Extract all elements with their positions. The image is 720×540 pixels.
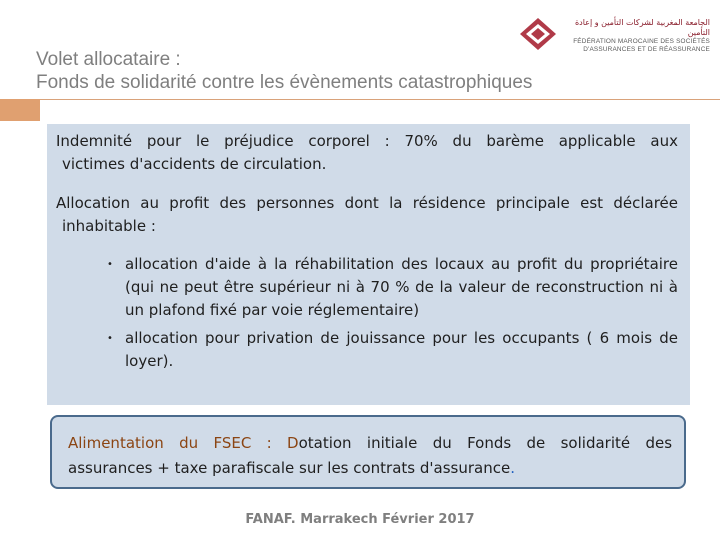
fanaf-diamond-logo-icon [518, 16, 558, 52]
bullet-item [107, 253, 678, 322]
bullet-icon: • [107, 259, 113, 270]
logo-french-line-1: FÉDÉRATION MAROCAINE DES SOCIÉTÉS [573, 38, 710, 45]
slide-footer: FANAF. Marrakech Février 2017 [245, 512, 475, 527]
title-divider [0, 99, 720, 100]
paragraph-allocation-line-2: inhabitable : [62, 217, 156, 235]
bullet-text-privation: allocation pour privation de jouissance pour les occupants ( 6 mois de loyer). [125, 329, 678, 370]
title-accent-block [0, 99, 40, 121]
slide-title [36, 48, 720, 94]
paragraph-allocation [56, 192, 678, 238]
logo-arabic-text: الجامعة المغربية لشركات التأمين و إعادة التأمين [574, 18, 710, 37]
paragraph-indemnite-line-1: Indemnité pour le préjudice corporel : 70% du barème applicable aux [56, 132, 678, 150]
content-panel [47, 124, 690, 405]
bullet-item [107, 327, 678, 373]
logo-french-line-2: D'ASSURANCES ET DE RÉASSURANCE [583, 46, 710, 53]
paragraph-indemnite [56, 130, 678, 176]
paragraph-allocation-line-1: Allocation au profit des personnes dont la résidence principale est déclarée [56, 194, 678, 212]
fsec-funding-box [50, 415, 686, 489]
fsec-funding-tail: . [510, 459, 515, 477]
fsec-funding-line-2-text: assurances + taxe parafiscale sur les contrats d'assurance [68, 459, 511, 477]
bullet-icon: • [107, 333, 113, 344]
fanaf-logo [518, 16, 708, 52]
slide-title-line-2: Fonds de solidarité contre les évènements catastrophiques [36, 72, 533, 93]
fsec-funding-text [68, 431, 672, 481]
slide-title-line-1: Volet allocataire : [36, 49, 181, 70]
fsec-funding-line-1 [68, 431, 672, 456]
bullet-text-rehabilitation: allocation d'aide à la réhabilitation des locaux au profit du propriétaire (qui ne peut être supérieur ni à 70 % de la valeur de reconstruction ni à un plafond fixé par voie réglementaire) [125, 255, 678, 319]
paragraph-indemnite-line-2: victimes d'accidents de circulation. [62, 155, 327, 173]
allocation-bullet-list [107, 253, 678, 378]
fsec-funding-line-2 [68, 456, 672, 481]
fsec-funding-label: Alimentation du FSEC : D [68, 434, 299, 452]
fsec-funding-line-1-rest: otation initiale du Fonds de solidarité des [298, 434, 673, 452]
